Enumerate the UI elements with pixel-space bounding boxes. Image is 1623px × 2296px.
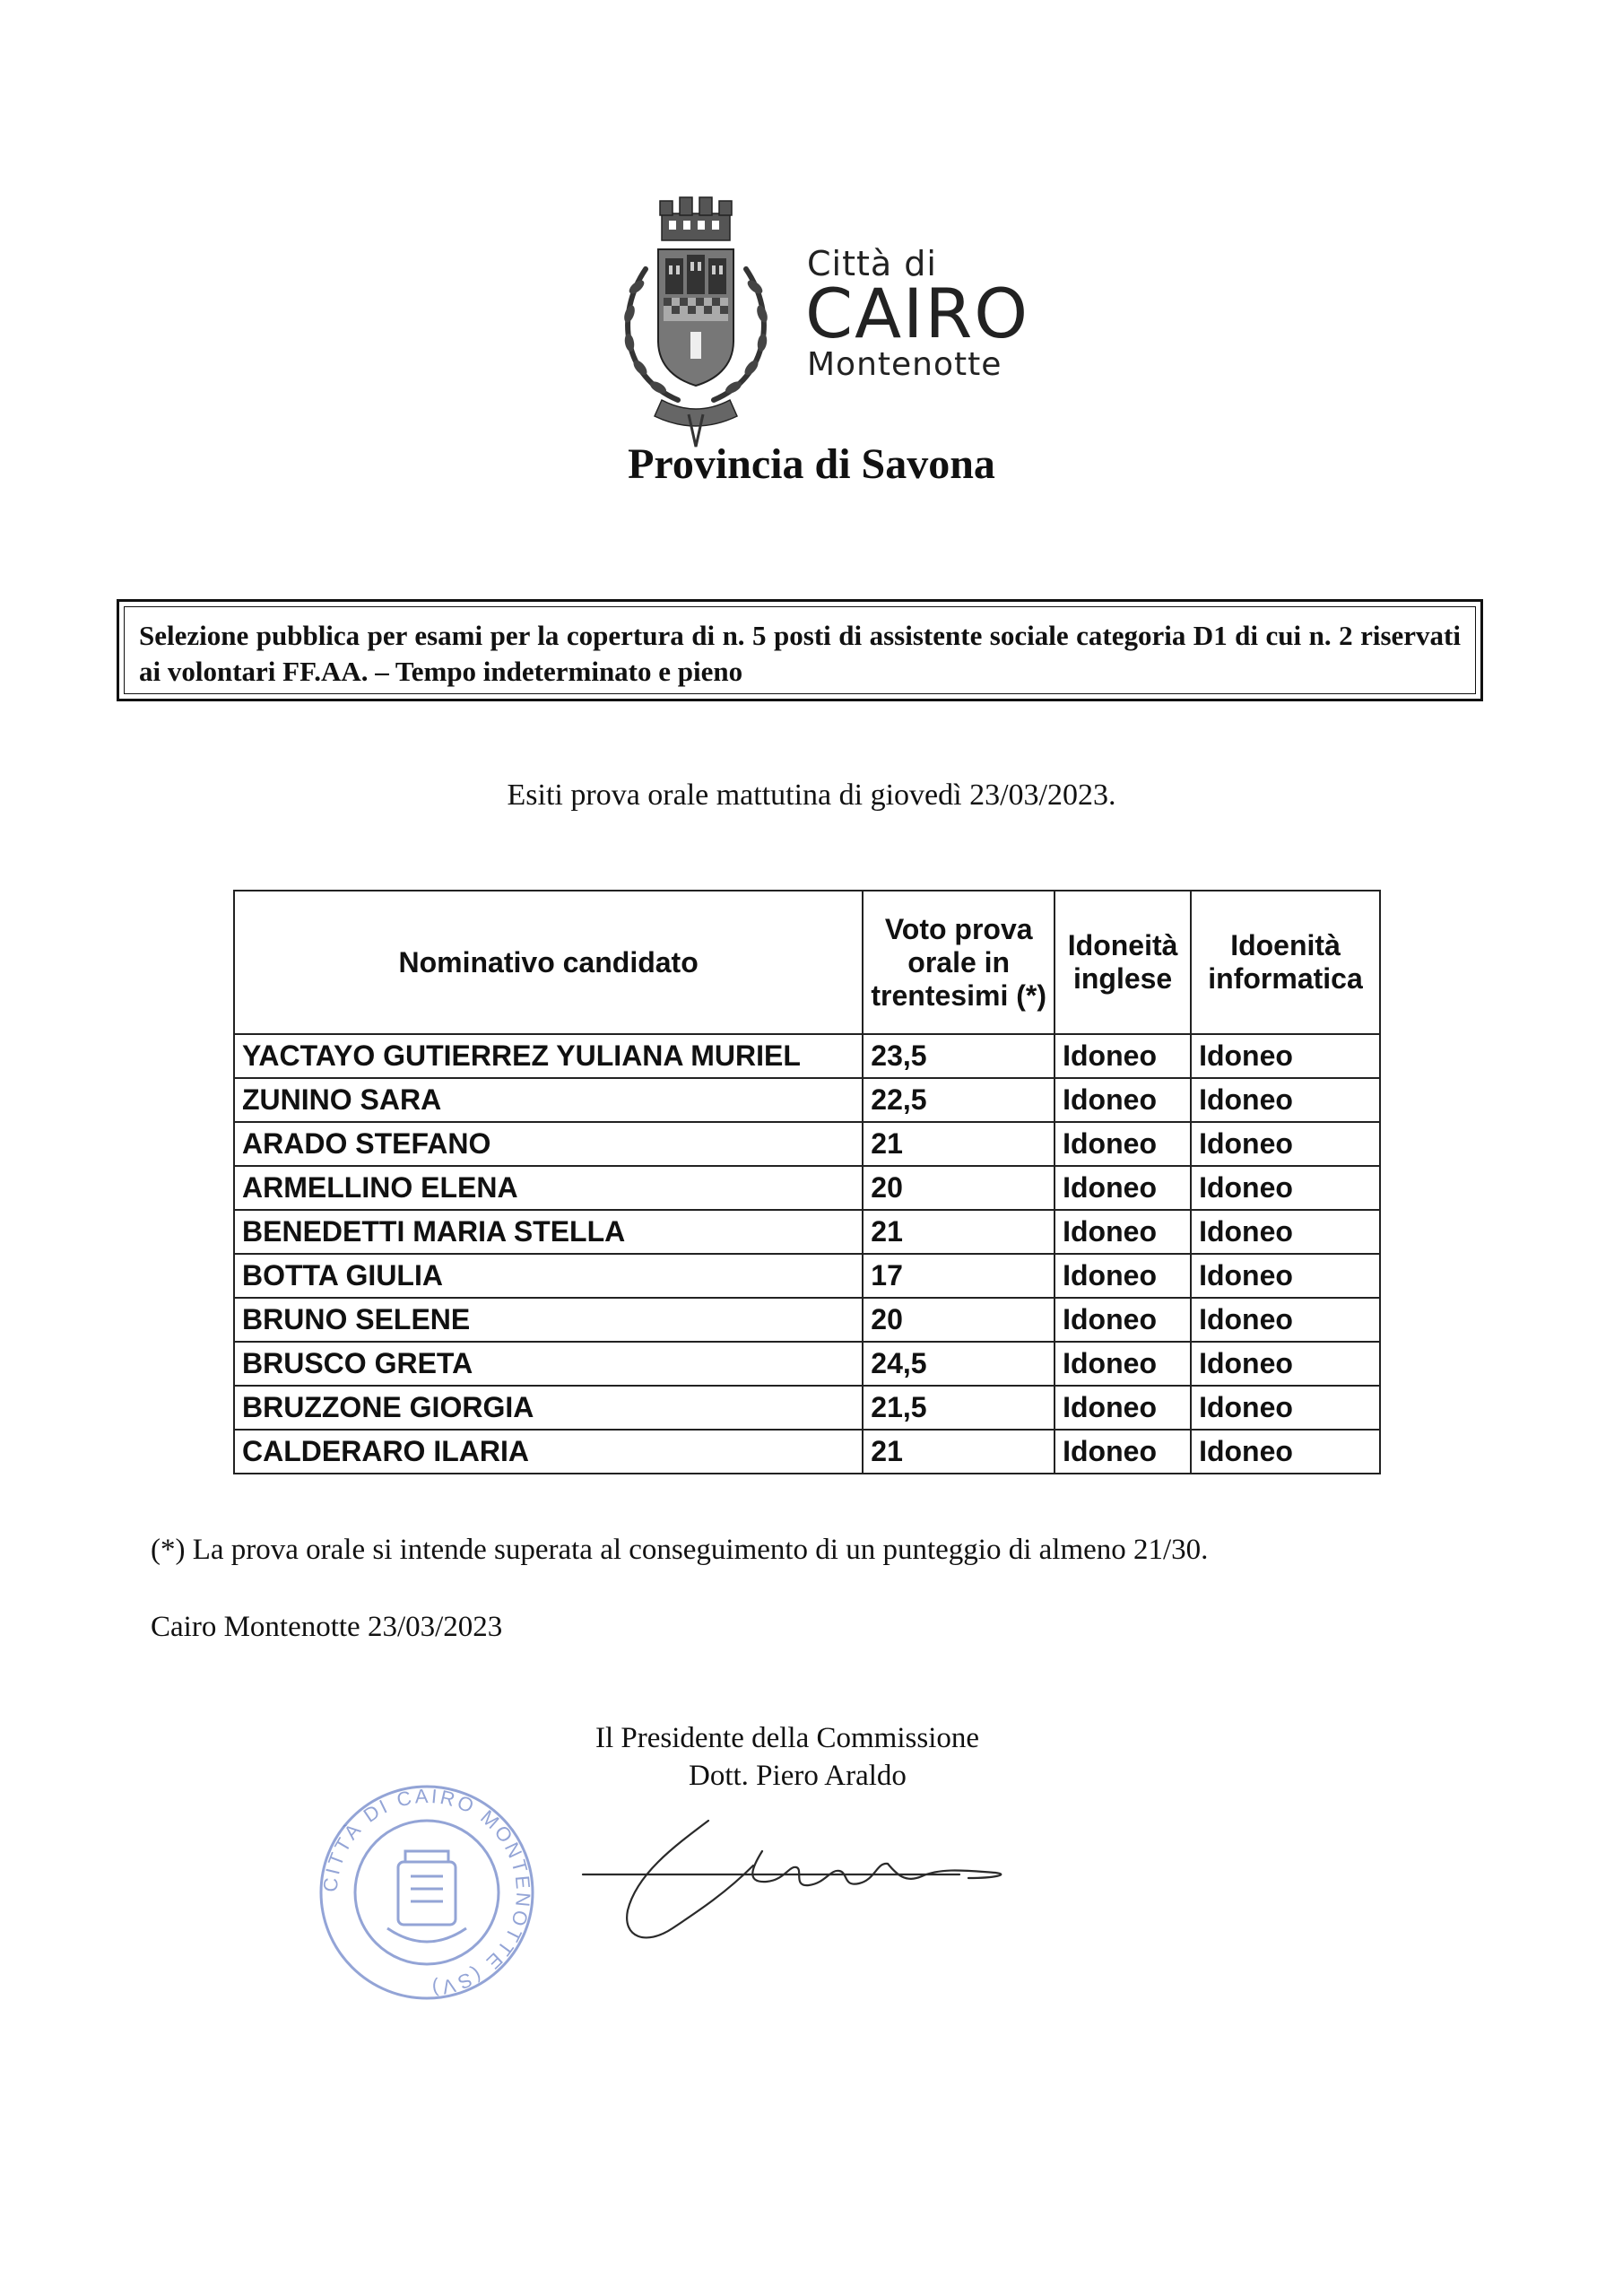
candidate-name: CALDERARO ILARIA bbox=[234, 1430, 863, 1474]
table-row bbox=[234, 1034, 1380, 1078]
table-row bbox=[234, 1078, 1380, 1122]
it-result: Idoneo bbox=[1191, 1430, 1380, 1474]
header-english-fitness: Idoneità inglese bbox=[1055, 891, 1191, 1034]
header-it-fitness: Idoenità informatica bbox=[1191, 891, 1380, 1034]
table-row bbox=[234, 1122, 1380, 1166]
oral-score: 21 bbox=[863, 1430, 1055, 1474]
it-result: Idoneo bbox=[1191, 1122, 1380, 1166]
table-row bbox=[234, 1166, 1380, 1210]
session-heading: Esiti prova orale mattutina di giovedì 23/03/2023. bbox=[507, 778, 1116, 812]
it-result: Idoneo bbox=[1191, 1210, 1380, 1254]
english-result: Idoneo bbox=[1055, 1298, 1191, 1342]
table-row bbox=[234, 1386, 1380, 1430]
table-row bbox=[234, 1342, 1380, 1386]
english-result: Idoneo bbox=[1055, 1122, 1191, 1166]
oral-score: 17 bbox=[863, 1254, 1055, 1298]
candidate-name: BRUSCO GRETA bbox=[234, 1342, 863, 1386]
city-suffix: Montenotte bbox=[807, 346, 1002, 383]
table-row bbox=[234, 1254, 1380, 1298]
english-result: Idoneo bbox=[1055, 1034, 1191, 1078]
english-result: Idoneo bbox=[1055, 1166, 1191, 1210]
coat-of-arms-logo bbox=[606, 188, 785, 448]
city-prefix: Città di bbox=[807, 244, 937, 283]
it-result: Idoneo bbox=[1191, 1342, 1380, 1386]
oral-score: 21,5 bbox=[863, 1386, 1055, 1430]
english-result: Idoneo bbox=[1055, 1430, 1191, 1474]
oral-score: 22,5 bbox=[863, 1078, 1055, 1122]
candidate-name: BRUNO SELENE bbox=[234, 1298, 863, 1342]
signatory-name: Dott. Piero Araldo bbox=[689, 1760, 907, 1792]
selection-title-box bbox=[117, 599, 1483, 701]
candidate-name: ZUNINO SARA bbox=[234, 1078, 863, 1122]
handwritten-signature bbox=[574, 1812, 1076, 1955]
table-row bbox=[234, 1210, 1380, 1254]
it-result: Idoneo bbox=[1191, 1298, 1380, 1342]
table-row bbox=[234, 1298, 1380, 1342]
it-result: Idoneo bbox=[1191, 1386, 1380, 1430]
candidate-name: ARADO STEFANO bbox=[234, 1122, 863, 1166]
english-result: Idoneo bbox=[1055, 1342, 1191, 1386]
english-result: Idoneo bbox=[1055, 1386, 1191, 1430]
candidate-name: BRUZZONE GIORGIA bbox=[234, 1386, 863, 1430]
province-heading: Provincia di Savona bbox=[628, 440, 995, 488]
city-name: CAIRO bbox=[805, 274, 1030, 353]
it-result: Idoneo bbox=[1191, 1034, 1380, 1078]
place-and-date: Cairo Montenotte 23/03/2023 bbox=[151, 1611, 503, 1643]
oral-score: 21 bbox=[863, 1210, 1055, 1254]
it-result: Idoneo bbox=[1191, 1078, 1380, 1122]
footnote: (*) La prova orale si intende superata al conseguimento di un punteggio di almeno 21/30. bbox=[151, 1534, 1209, 1566]
it-result: Idoneo bbox=[1191, 1166, 1380, 1210]
selection-title: Selezione pubblica per esami per la copertura di n. 5 posti di assistente sociale categoria D1 di cui n. 2 riservati ai volontari FF.AA. – Tempo indeterminato e pieno bbox=[124, 606, 1476, 694]
official-stamp bbox=[310, 1776, 543, 2009]
header-candidate-name: Nominativo candidato bbox=[234, 891, 863, 1034]
header-oral-score: Voto prova orale in trentesimi (*) bbox=[863, 891, 1055, 1034]
oral-score: 21 bbox=[863, 1122, 1055, 1166]
oral-score: 24,5 bbox=[863, 1342, 1055, 1386]
table-row bbox=[234, 1430, 1380, 1474]
english-result: Idoneo bbox=[1055, 1078, 1191, 1122]
it-result: Idoneo bbox=[1191, 1254, 1380, 1298]
english-result: Idoneo bbox=[1055, 1254, 1191, 1298]
oral-score: 23,5 bbox=[863, 1034, 1055, 1078]
oral-score: 20 bbox=[863, 1166, 1055, 1210]
results-table bbox=[233, 890, 1381, 1474]
oral-score: 20 bbox=[863, 1298, 1055, 1342]
candidate-name: ARMELLINO ELENA bbox=[234, 1166, 863, 1210]
candidate-name: BOTTA GIULIA bbox=[234, 1254, 863, 1298]
candidate-name: BENEDETTI MARIA STELLA bbox=[234, 1210, 863, 1254]
english-result: Idoneo bbox=[1055, 1210, 1191, 1254]
stamp-text: CITTÀ DI CAIRO MONTENOTTE (SV) bbox=[318, 1784, 535, 2001]
signatory-role: Il Presidente della Commissione bbox=[595, 1722, 980, 1754]
candidate-name: YACTAYO GUTIERREZ YULIANA MURIEL bbox=[234, 1034, 863, 1078]
table-header-row bbox=[234, 891, 1380, 1034]
